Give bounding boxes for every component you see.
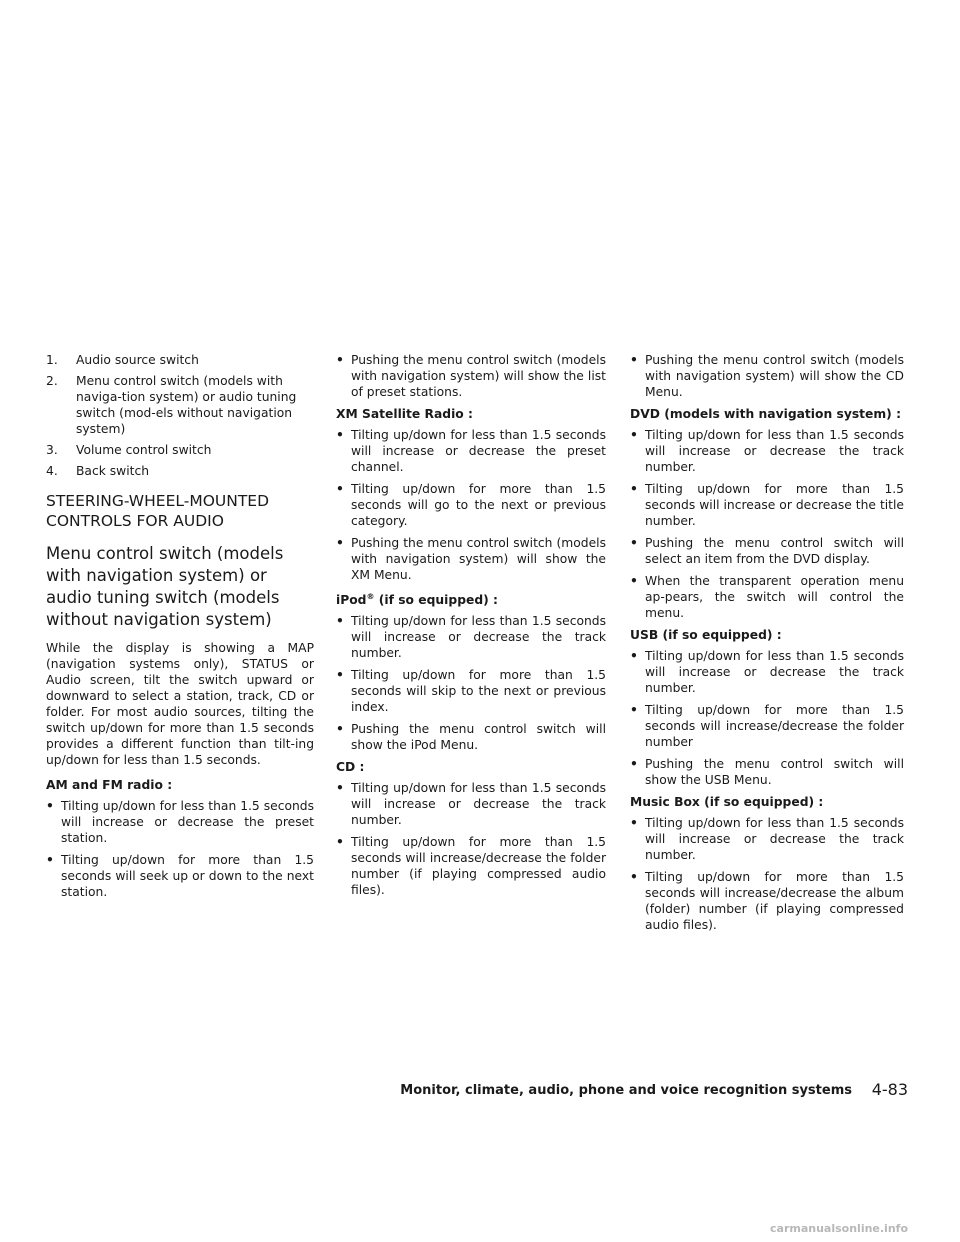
column-1 — [46, 352, 314, 906]
list-item — [630, 535, 904, 567]
bullet-text: Pushing the menu control switch (models with navigation system) will show the list of preset stations. — [351, 353, 606, 399]
bullet-icon: • — [336, 482, 344, 496]
bullet-text: Tilting up/down for less than 1.5 seconds will increase or decrease the track number. — [645, 816, 904, 862]
list-text: Back switch — [76, 464, 150, 478]
bullet-icon: • — [630, 353, 638, 367]
bullet-text: Tilting up/down for more than 1.5 seconds will seek up or down to the next station. — [61, 853, 314, 899]
bullet-icon: • — [630, 757, 638, 771]
bullet-text: Pushing the menu control switch (models with navigation system) will show the CD Menu. — [645, 353, 904, 399]
section-title-line-1: STEERING-WHEEL-MOUNTED — [46, 492, 270, 510]
list-number: 1. — [46, 353, 58, 367]
bullet-text: Tilting up/down for more than 1.5 seconds will skip to the next or previous index. — [351, 668, 606, 715]
subsection-title: Menu control switch (models with navigation system) or audio tuning switch (models without navigation system) — [46, 544, 284, 629]
dvd-heading: DVD (models with navigation system) : — [630, 407, 902, 421]
bullet-icon: • — [336, 428, 344, 442]
bullet-icon: • — [630, 428, 638, 442]
list-item — [336, 535, 606, 583]
column-3 — [630, 352, 904, 939]
bullet-text: Tilting up/down for less than 1.5 seconds will increase or decrease the track number. — [351, 781, 606, 828]
list-item — [336, 352, 606, 400]
bullet-icon: • — [630, 870, 638, 884]
bullet-text: Pushing the menu control switch will select an item from the DVD display. — [645, 536, 904, 566]
footer-section-title: Monitor, climate, audio, phone and voice recognition systems — [400, 1083, 852, 1098]
list-item — [336, 481, 606, 529]
bullet-text: Tilting up/down for more than 1.5 seconds will increase or decrease the title number. — [645, 482, 904, 528]
list-item — [336, 721, 606, 753]
list-text: Audio source switch — [76, 353, 199, 367]
list-item — [336, 427, 606, 475]
list-item — [630, 702, 904, 750]
intro-paragraph: While the display is showing a MAP (navigation systems only), STATUS or Audio screen, tilt the switch upward or downward to select a station, track, CD or folder. For most audio sources, tilting the switch up/down for more than 1.5 seconds provides a different function than tilt-ing up/down for less than 1.5 seconds. — [46, 641, 314, 767]
list-text: Volume control switch — [76, 443, 212, 457]
list-item — [336, 613, 606, 661]
bullet-icon: • — [336, 353, 344, 367]
bullet-icon: • — [46, 799, 54, 813]
list-item — [46, 852, 314, 900]
bullet-text: Tilting up/down for more than 1.5 seconds will increase/decrease the folder number — [645, 703, 904, 749]
bullet-icon: • — [336, 668, 344, 683]
list-number: 2. — [46, 374, 58, 388]
bullet-icon: • — [630, 574, 638, 588]
bullet-text: Tilting up/down for less than 1.5 seconds will increase or decrease the track number. — [351, 614, 606, 661]
usb-heading: USB (if so equipped) : — [630, 628, 782, 642]
bullet-icon: • — [336, 781, 344, 796]
section-title — [46, 491, 314, 531]
bullet-text: Tilting up/down for more than 1.5 seconds will go to the next or previous category. — [351, 482, 606, 528]
page-number: 4-83 — [871, 1080, 908, 1099]
bullet-text: Tilting up/down for less than 1.5 seconds will increase or decrease the track number. — [645, 649, 904, 695]
ipod-heading — [336, 589, 606, 608]
am-fm-heading: AM and FM radio : — [46, 778, 173, 792]
list-item — [46, 798, 314, 846]
list-item — [630, 352, 904, 400]
bullet-text: Tilting up/down for less than 1.5 seconds will increase or decrease the preset channel. — [351, 428, 606, 474]
list-text: Menu control switch (models with naviga-tion system) or audio tuning switch (mod-els without navigation system) — [76, 374, 297, 436]
list-item — [630, 427, 904, 475]
bullet-text: Tilting up/down for less than 1.5 seconds will increase or decrease the track number. — [645, 428, 904, 474]
bullet-text: Pushing the menu control switch will show the iPod Menu. — [351, 722, 606, 753]
bullet-icon: • — [630, 536, 638, 550]
bullet-icon: • — [336, 536, 344, 550]
list-item — [46, 352, 314, 368]
bullet-icon: • — [336, 614, 344, 629]
ipod-heading-name: iPod — [336, 593, 367, 608]
list-item — [630, 481, 904, 529]
bullet-text: Tilting up/down for more than 1.5 seconds will increase/decrease the album (folder) number (if playing compressed audio files). — [645, 870, 904, 932]
bullet-icon: • — [46, 853, 54, 867]
ipod-heading-suffix: (if so equipped) : — [374, 593, 498, 608]
list-item — [46, 373, 314, 437]
bullet-icon: • — [630, 703, 638, 717]
bullet-icon: • — [630, 482, 638, 496]
registered-mark: ® — [366, 592, 375, 601]
bullet-text: Tilting up/down for more than 1.5 seconds will increase/decrease the folder number (if playing compressed audio files). — [351, 835, 606, 898]
page-footer — [400, 1080, 908, 1104]
bullet-text: Tilting up/down for less than 1.5 seconds will increase or decrease the preset station. — [61, 799, 314, 845]
list-number: 4. — [46, 464, 58, 478]
bullet-icon: • — [336, 835, 344, 850]
list-item — [630, 815, 904, 863]
xm-heading: XM Satellite Radio : — [336, 407, 473, 421]
bullet-icon: • — [630, 649, 638, 663]
list-item — [336, 834, 606, 898]
cd-heading: CD : — [336, 760, 365, 775]
list-item — [336, 780, 606, 828]
list-item — [46, 442, 314, 458]
bullet-text: When the transparent operation menu ap-pears, the switch will control the menu. — [645, 574, 904, 620]
section-title-line-2: CONTROLS FOR AUDIO — [46, 512, 224, 530]
music-box-heading: Music Box (if so equipped) : — [630, 795, 824, 809]
list-item — [630, 756, 904, 788]
bullet-text: Pushing the menu control switch (models with navigation system) will show the XM Menu. — [351, 536, 606, 582]
bullet-icon: • — [336, 722, 344, 737]
column-2 — [336, 352, 606, 904]
list-item — [630, 573, 904, 621]
list-item — [630, 648, 904, 696]
list-item — [336, 667, 606, 715]
list-item — [630, 869, 904, 933]
bullet-text: Pushing the menu control switch will show the USB Menu. — [645, 757, 904, 787]
bullet-icon: • — [630, 816, 638, 830]
list-item — [46, 463, 314, 479]
watermark: carmanualsonline.info — [770, 1222, 908, 1235]
list-number: 3. — [46, 443, 58, 457]
